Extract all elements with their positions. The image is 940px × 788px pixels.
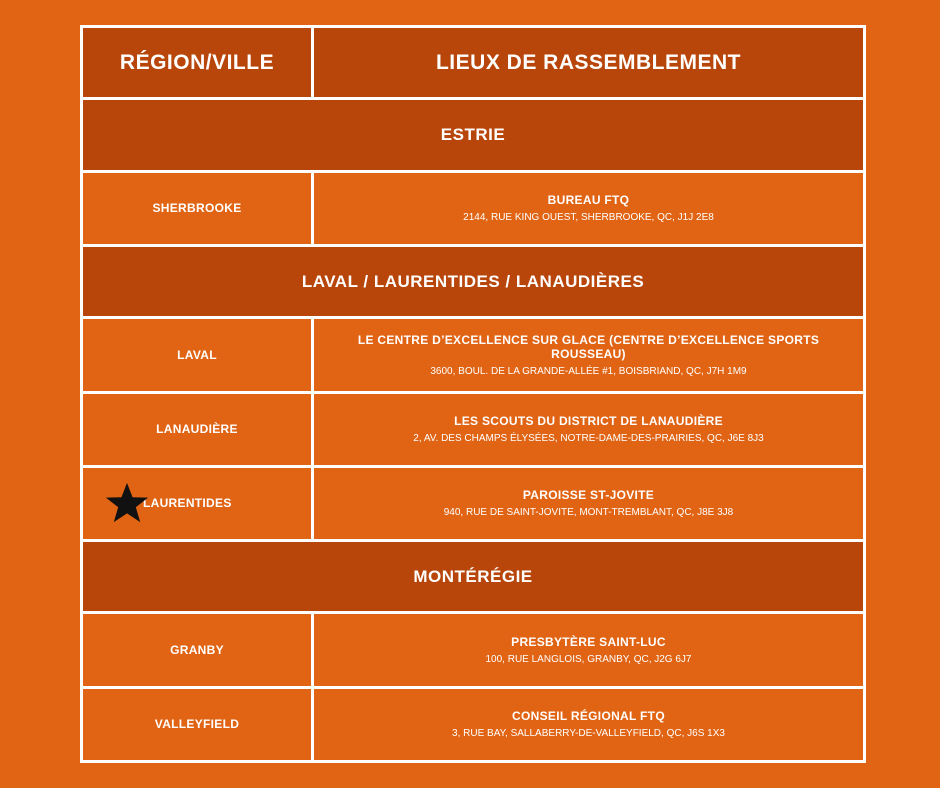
place-name: LE CENTRE D’EXCELLENCE SUR GLACE (CENTRE D’EXCELLENCE SPORTS ROUSSEAU) [357,332,820,361]
place-address: 2, AV. DES CHAMPS ÉLYSÉES, NOTRE-DAME-DES-PRAIRIES, QC, J6E 8J3 [413,433,764,445]
table-row [83,316,863,390]
place-cell [314,173,863,244]
table-header-row [83,28,863,97]
city-cell [83,173,314,244]
star-icon [104,480,150,526]
city-cell [83,614,314,685]
section-row-monteregie [83,539,863,611]
city-name: LAURENTIDES [143,496,232,511]
city-cell [83,468,314,539]
table-row [83,686,863,760]
table-row [83,465,863,539]
header-cell-places [314,28,863,97]
section-title: ESTRIE [440,124,506,144]
table-row [83,611,863,685]
place-name: PRESBYTÈRE SAINT-LUC [511,635,666,650]
place-cell [314,689,863,760]
city-cell [83,689,314,760]
section-row-laval-laurentides-lanaudieres [83,244,863,316]
table-row [83,391,863,465]
city-cell [83,319,314,390]
section-title: LAVAL / LAURENTIDES / LANAUDIÈRES [301,271,645,291]
place-address: 3600, BOUL. DE LA GRANDE-ALLÉE #1, BOISBRIAND, QC, J7H 1M9 [430,365,747,377]
place-address: 940, RUE DE SAINT-JOVITE, MONT-TREMBLANT, QC, J8E 3J8 [443,507,734,519]
city-name: GRANBY [170,643,224,658]
place-cell [314,468,863,539]
place-name: LES SCOUTS DU DISTRICT DE LANAUDIÈRE [454,414,723,429]
header-cell-region [83,28,314,97]
gathering-places-table [80,25,866,763]
table-row [83,170,863,244]
place-cell [314,394,863,465]
city-name: LANAUDIÈRE [156,422,238,437]
city-name: VALLEYFIELD [154,717,240,732]
place-name: CONSEIL RÉGIONAL FTQ [512,709,665,724]
place-address: 2144, RUE KING OUEST, SHERBROOKE, QC, J1J 2E8 [463,212,714,224]
city-name: SHERBROOKE [152,201,242,216]
place-cell [314,319,863,390]
place-address: 3, RUE BAY, SALLABERRY-DE-VALLEYFIELD, QC, J6S 1X3 [452,728,725,740]
place-cell [314,614,863,685]
city-cell [83,394,314,465]
section-row-estrie [83,97,863,169]
place-name: BUREAU FTQ [547,193,630,208]
place-name: PAROISSE ST-JOVITE [522,488,655,503]
city-name: LAVAL [177,347,217,362]
header-places-label: LIEUX DE RASSEMBLEMENT [435,50,742,74]
place-address: 100, RUE LANGLOIS, GRANBY, QC, J2G 6J7 [485,654,692,666]
header-region-label: RÉGION/VILLE [119,50,275,74]
section-title: MONTÉRÉGIE [413,566,533,586]
